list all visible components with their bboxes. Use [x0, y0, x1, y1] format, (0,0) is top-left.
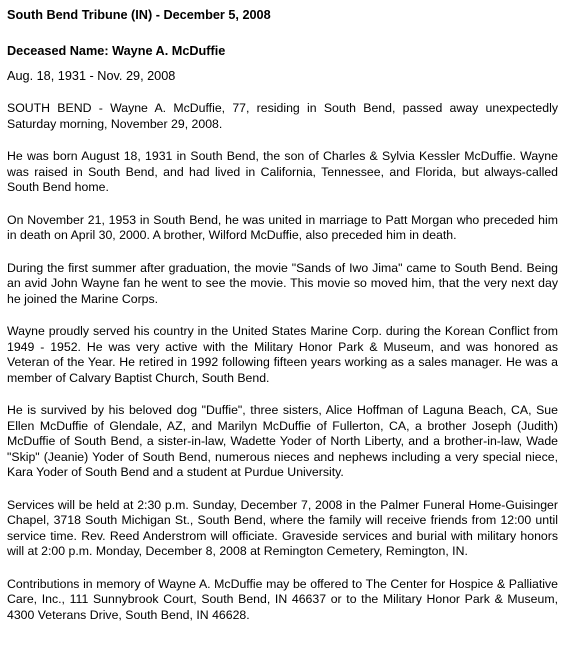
paragraph-service-career: Wayne proudly served his country in the United States Marine Corp. during the Korean Conflict from 1949 - 1952. He was very active with the Military Honor Park & Museum, and was honored as Veteran of the Year. He retired in 1992 following fifteen years working as a sales manager. He was a member of Calvary Baptist Church, South Bend.	[7, 324, 558, 385]
newspaper-source-heading: South Bend Tribune (IN) - December 5, 2008	[7, 8, 271, 22]
paragraph-death-notice: SOUTH BEND - Wayne A. McDuffie, 77, residing in South Bend, passed away unexpectedly Saturday morning, November 29, 2008.	[7, 101, 558, 131]
paragraph-services: Services will be held at 2:30 p.m. Sunday, December 7, 2008 in the Palmer Funeral Home-Guisinger Chapel, 3718 South Michigan St., South Bend, where the family will receive friends from 12:00 until service time. Rev. Reed Anderstrom will officiate. Graveside services and burial with military honors will at 2:00 p.m. Monday, December 8, 2008 at Remington Cemetery, Remington, IN.	[7, 497, 558, 558]
life-dates: Aug. 18, 1931 - Nov. 29, 2008	[7, 69, 176, 83]
paragraph-contributions: Contributions in memory of Wayne A. McDuffie may be offered to The Center for Hospice & Palliative Care, Inc., 111 Sunnybrook Court, South Bend, IN 46637 or to the Military Honor Park & Museum, 4300 Veterans Drive, South Bend, IN 46628.	[7, 576, 558, 622]
deceased-name-heading: Deceased Name: Wayne A. McDuffie	[7, 44, 226, 58]
obituary-document	[7, 7, 558, 640]
paragraph-marriage: On November 21, 1953 in South Bend, he was united in marriage to Patt Morgan who preceded him in death on April 30, 2000. A brother, Wilford McDuffie, also preceded him in death.	[7, 212, 558, 242]
paragraph-birth: He was born August 18, 1931 in South Bend, the son of Charles & Sylvia Kessler McDuffie. Wayne was raised in South Bend, and had lived in California, Tennessee, and Florida, but always-called South Bend home.	[7, 149, 558, 194]
paragraph-survivors: He is survived by his beloved dog "Duffie", three sisters, Alice Hoffman of Laguna Beach, CA, Sue Ellen McDuffie of Glendale, AZ, and Marilyn McDuffie of Fullerton, CA, a brother Joseph (Judith) McDuffie of South Bend, a sister-in-law, Wadette Yoder of North Liberty, and a brother-in-law, Wade "Skip" (Jeanie) Yoder of South Bend, numerous nieces and nephews including a very special niece, Kara Yoder of South Bend and a student at Purdue University.	[7, 403, 558, 479]
paragraph-marine-corps: During the first summer after graduation, the movie "Sands of Iwo Jima" came to South Bend. Being an avid John Wayne fan he went to see the movie. This movie so moved him, that the very next day he joined the Marine Corps.	[7, 260, 558, 306]
